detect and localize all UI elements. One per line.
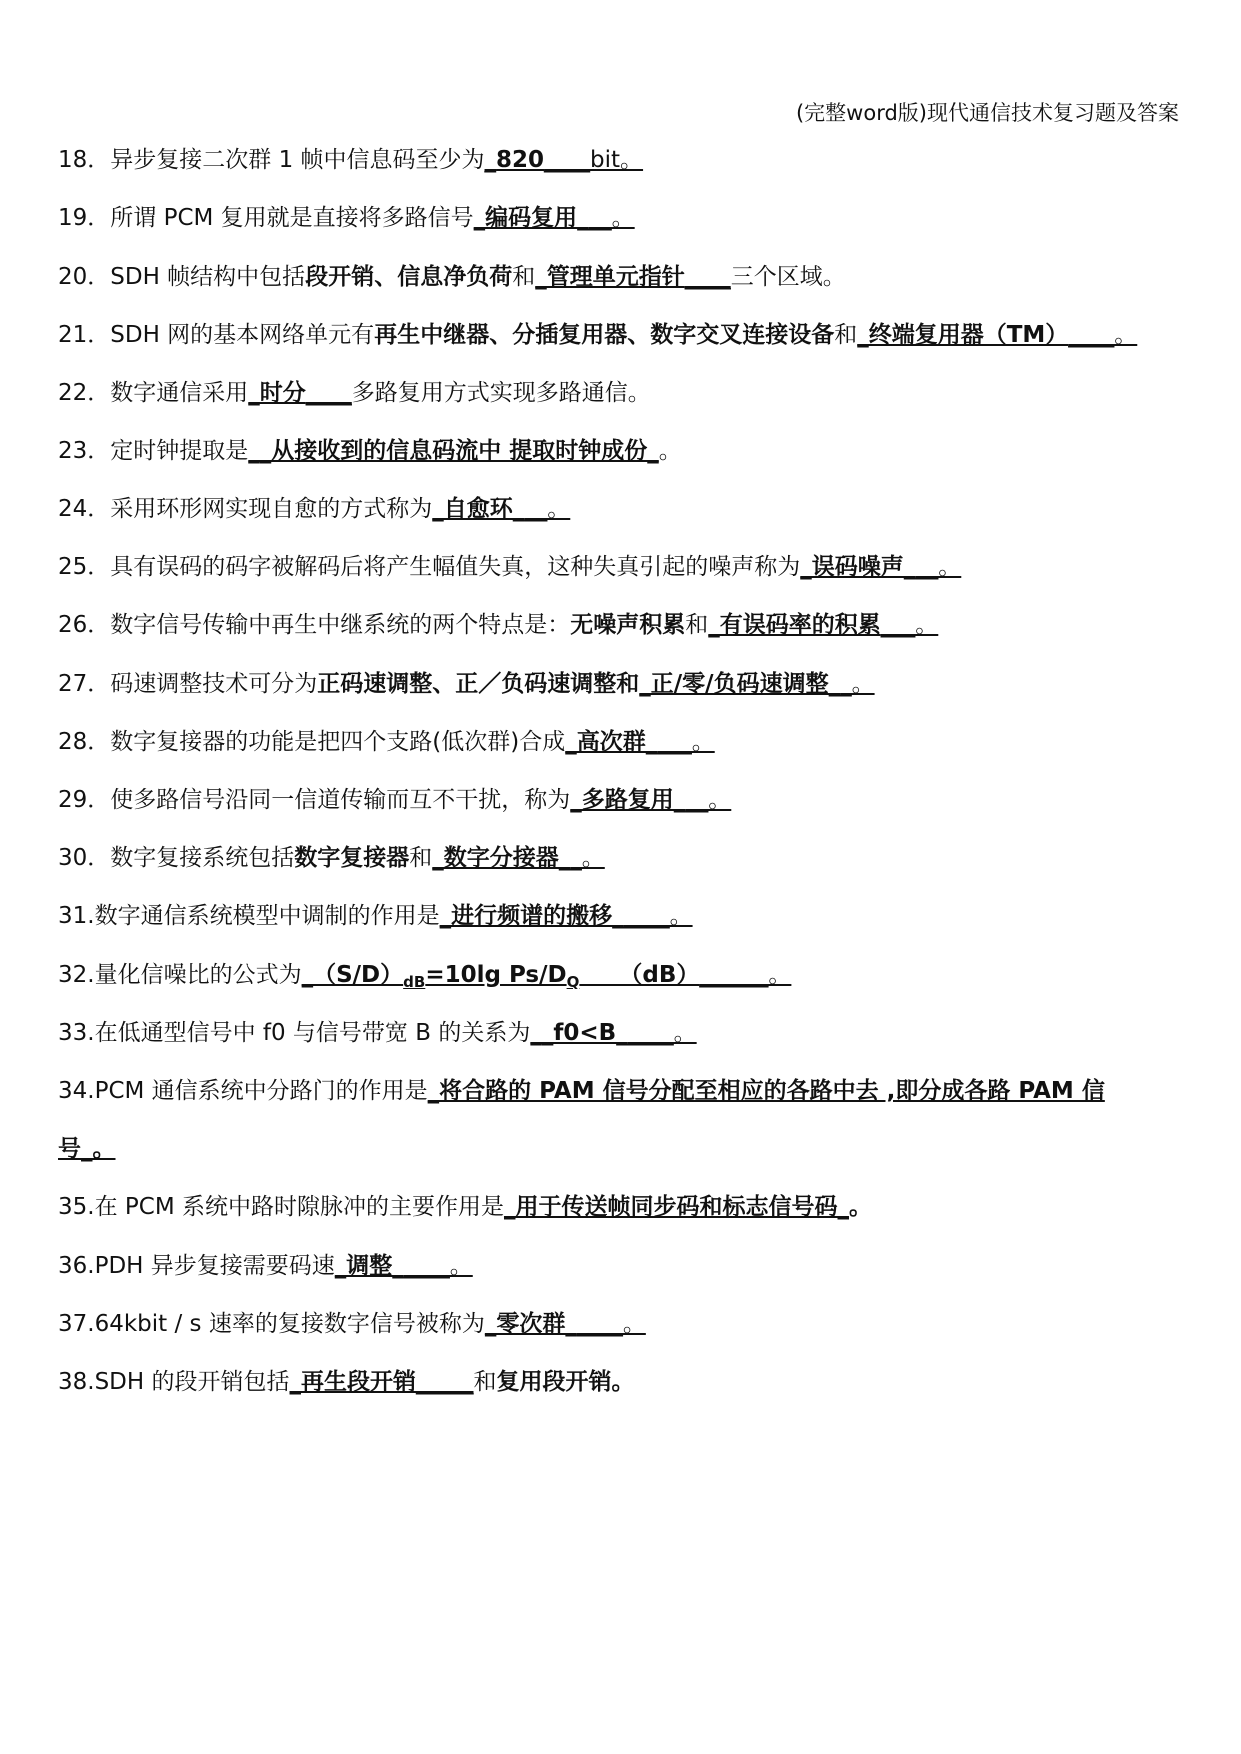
question-34-continued: 号_。: [58, 1136, 116, 1162]
answer-31: _进行频谱的搬移_: [439, 903, 624, 929]
question-35: 35.在 PCM 系统中路时隙脉冲的主要作用是_用于传送帧同步码和标志信号码_。: [58, 1194, 872, 1220]
answer-23: __从接收到的信息码流中 提取时钟成份_: [248, 438, 659, 464]
question-20: 20．SDH 帧结构中包括段开销、信息净负荷和_管理单元指针____三个区域。: [58, 264, 846, 290]
answer-26: _有误码率的积累: [708, 612, 881, 638]
question-31: 31.数字通信系统模型中调制的作用是_进行频谱的搬移_____。: [58, 903, 693, 929]
answer-29: _多路复用_: [570, 787, 686, 813]
question-26: 26．数字信号传输中再生中继系统的两个特点是：无噪声积累和_有误码率的积累___。: [58, 612, 939, 638]
answer-21: _终端复用器（TM）: [857, 322, 1069, 348]
answer-20: _管理单元指针: [535, 264, 685, 290]
question-38: 38.SDH 的段开销包括_再生段开销_____和复用段开销。: [58, 1369, 635, 1395]
question-37: 37.64kbit / s 速率的复接数字信号被称为_零次群_____。: [58, 1311, 646, 1337]
question-23: 23．定时钟提取是__从接收到的信息码流中 提取时钟成份_。: [58, 438, 682, 464]
question-36: 36.PDH 异步复接需要码速_调整_____。: [58, 1253, 473, 1279]
question-28: 28．数字复接器的功能是把四个支路(低次群)合成_高次群____。: [58, 729, 715, 755]
answer-24: _自愈环_: [432, 496, 525, 522]
question-19: 19．所谓 PCM 复用就是直接将多路信号_编码复用___。: [58, 205, 635, 231]
question-27: 27．码速调整技术可分为正码速调整、正／负码速调整和_正/零/负码速调整__。: [58, 671, 875, 697]
answer-38: _再生段开销: [289, 1369, 416, 1395]
question-30: 30．数字复接系统包括数字复接器和_数字分接器__。: [58, 845, 605, 871]
answer-19: _编码复用_: [473, 205, 589, 231]
answer-37: _零次群_: [484, 1311, 577, 1337]
answer-28: _高次群_: [565, 729, 658, 755]
question-24: 24．采用环形网实现自愈的方式称为_自愈环___。: [58, 496, 571, 522]
answer-33: __f0<B_: [530, 1020, 628, 1046]
question-34: 34.PCM 通信系统中分路门的作用是_将合路的 PAM 信号分配至相应的各路中去 ,即分成各路 PAM 信: [58, 1078, 1105, 1104]
question-22: 22．数字通信采用_时分____多路复用方式实现多路通信。: [58, 380, 651, 406]
answer-30: _数字分接器_: [432, 845, 571, 871]
answer-35: _用于传送帧同步码和标志信号码_: [503, 1194, 849, 1220]
question-29: 29．使多路信号沿同一信道传输而互不干扰，称为_多路复用___。: [58, 787, 732, 813]
question-18: 18．异步复接二次群 1 帧中信息码至少为_820____bit。: [58, 147, 644, 173]
answer-32: _（S/D）: [301, 962, 404, 988]
question-21: 21．SDH 网的基本网络单元有再生中继器、分插复用器、数字交叉连接设备和_终端复用器（TM）____。: [58, 322, 1138, 348]
page-header: (完整word版)现代通信技术复习题及答案: [795, 101, 1179, 125]
question-32: 32.量化信噪比的公式为$\_(S/D)_{dB}=10\lg$ $Ps/D_Q$ （dB）______。: [58, 962, 792, 991]
answer-27: _正/零/负码速调整_: [639, 671, 841, 697]
answer-22: _时分: [248, 380, 306, 406]
answer-36: _调整_: [334, 1253, 404, 1279]
question-33: 33.在低通型信号中 f0 与信号带宽 B 的关系为__f0<B_____。: [58, 1020, 697, 1046]
answer-18: 820: [496, 147, 545, 173]
question-25: 25．具有误码的码字被解码后将产生幅值失真，这种失真引起的噪声称为_误码噪声___。: [58, 554, 962, 580]
answer-34: _将合路的 PAM 信号分配至相应的各路中去 ,即分成各路 PAM 信: [427, 1078, 1105, 1104]
answer-25: _误码噪声_: [800, 554, 916, 580]
